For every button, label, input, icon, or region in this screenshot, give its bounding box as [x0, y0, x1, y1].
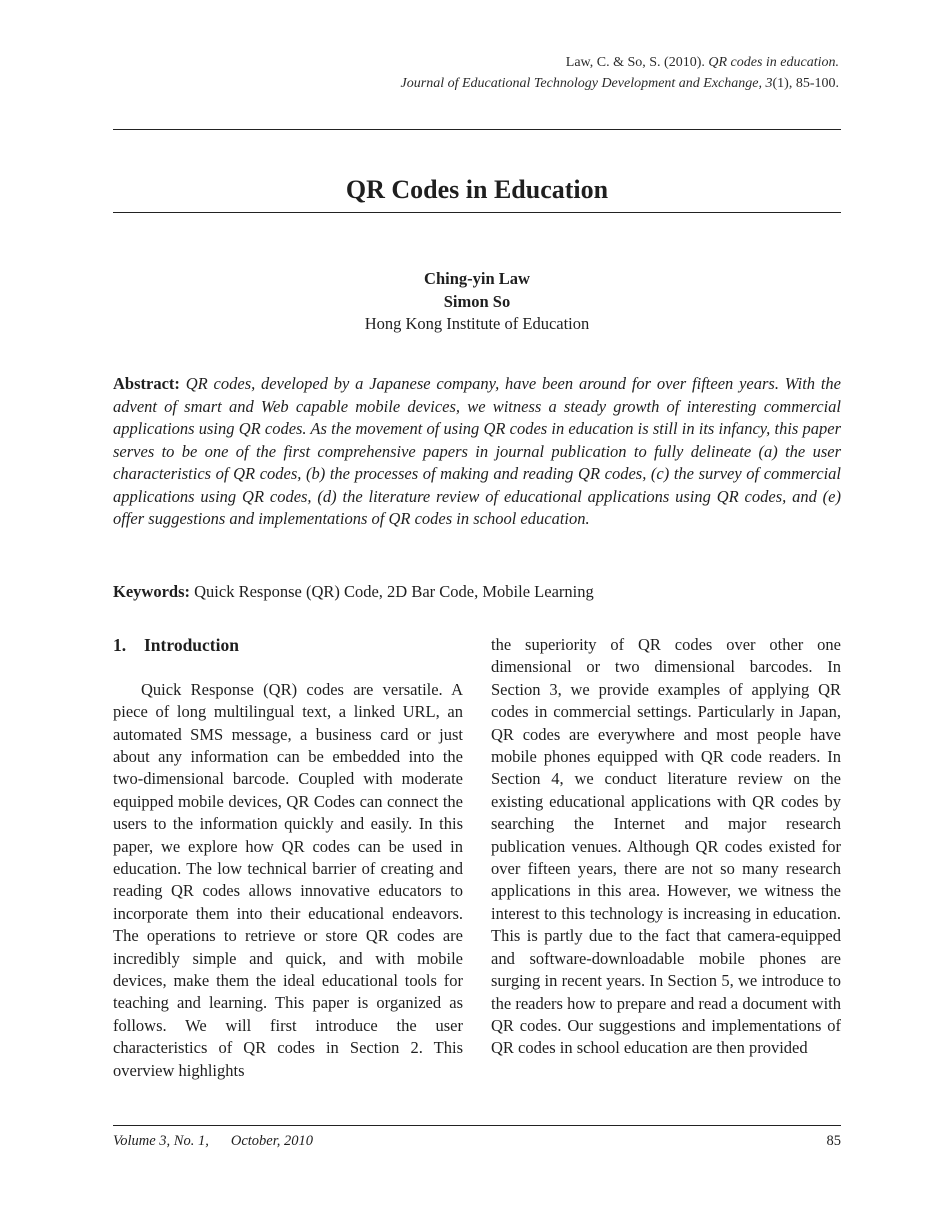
abstract — [113, 373, 841, 531]
paper-title: QR Codes in Education — [345, 175, 609, 204]
footer-date: October, 2010 — [230, 1133, 314, 1149]
section-number: 1. — [113, 635, 127, 655]
citation-issue-pages: (1), 85-100. — [772, 76, 839, 91]
citation-article-title: QR codes in education. — [708, 55, 839, 70]
citation-journal: Journal of Educational Technology Development and Exchange, — [400, 76, 762, 91]
section-heading — [113, 634, 463, 656]
keywords-label: Keywords: — [113, 582, 190, 601]
citation-line-1 — [401, 52, 839, 73]
author-block — [113, 268, 841, 336]
abstract-label: Abstract: — [113, 374, 180, 393]
author-name: Ching-yin Law — [424, 269, 530, 288]
keywords — [113, 581, 841, 604]
body-paragraph: Quick Response (QR) codes are versatile. A piece of long multilingual text, a linked URL, an automated SMS message, a business card or just about any information can be embedded into the two-dimensional barcode. Coupled with moderate equipped mobile devices, QR Codes can connect the users to the information quickly and easily. In this paper, we explore how QR codes can be used in education. The low technical barrier of creating and reading QR codes allows innovative educators to incorporate them into their educational endeavors. The operations to retrieve or store QR codes are incredibly simple and quick, and with mobile devices, make them the ideal educational tools for teaching and learning. This paper is organized as follows. We will first introduce the user characteristics of QR codes in Section 2. This overview highlights — [113, 679, 463, 1080]
body-paragraph-continued: the superiority of QR codes over other one dimensional or two dimensional barcodes. In Section 3, we provide examples of applying QR codes in commercial settings. Particularly in Japan, QR codes are everywhere and most people have mobile phones equipped with QR code readers. In Section 4, we conduct literature review on the existing educational applications with QR codes by searching the Internet and major research publication venues. Although QR codes existed for over fifteen years, there are not so many research applications in this area. However, we witness the interest to this technology is increasing in education. This is partly due to the fact that camera-equipped and software-downloadable mobile phones are surging in recent years. In Section 5, we introduce to the readers how to prepare and read a document with QR codes. Our suggestions and implementations of QR codes in school education are then provided — [491, 635, 841, 1058]
footer-issue — [113, 1130, 313, 1152]
header-rule — [113, 129, 841, 130]
citation-header — [401, 52, 839, 94]
footer-rule — [113, 1125, 841, 1126]
author-affiliation: Hong Kong Institute of Education — [364, 314, 590, 333]
page-number: 85 — [826, 1133, 841, 1149]
section-title: Introduction — [144, 635, 239, 655]
title-rule — [113, 212, 841, 213]
citation-authors: Law, C. & So, S. (2010). — [565, 55, 705, 70]
citation-line-2 — [401, 73, 839, 94]
footer-volume: Volume 3, No. 1, — [113, 1133, 209, 1149]
abstract-text: QR codes, developed by a Japanese company, have been around for over fifteen years. With the advent of smart and Web capable mobile devices, we witness a steady growth of interesting commercial applications using QR codes. As the movement of using QR codes in education is still in its infancy, this paper serves to be one of the first comprehensive papers in journal publication to fully delineate (a) the user characteristics of QR codes, (b) the processes of making and reading QR codes, (c) the survey of commercial applications using QR codes, (d) the literature review of educational applications using QR codes, and (e) offer suggestions and implementations of QR codes in school education. — [113, 374, 842, 528]
right-column — [491, 634, 841, 1060]
keywords-text: Quick Response (QR) Code, 2D Bar Code, Mobile Learning — [194, 582, 594, 601]
left-column — [113, 634, 463, 1082]
author-name: Simon So — [443, 291, 511, 311]
citation-volume: 3 — [765, 76, 773, 91]
